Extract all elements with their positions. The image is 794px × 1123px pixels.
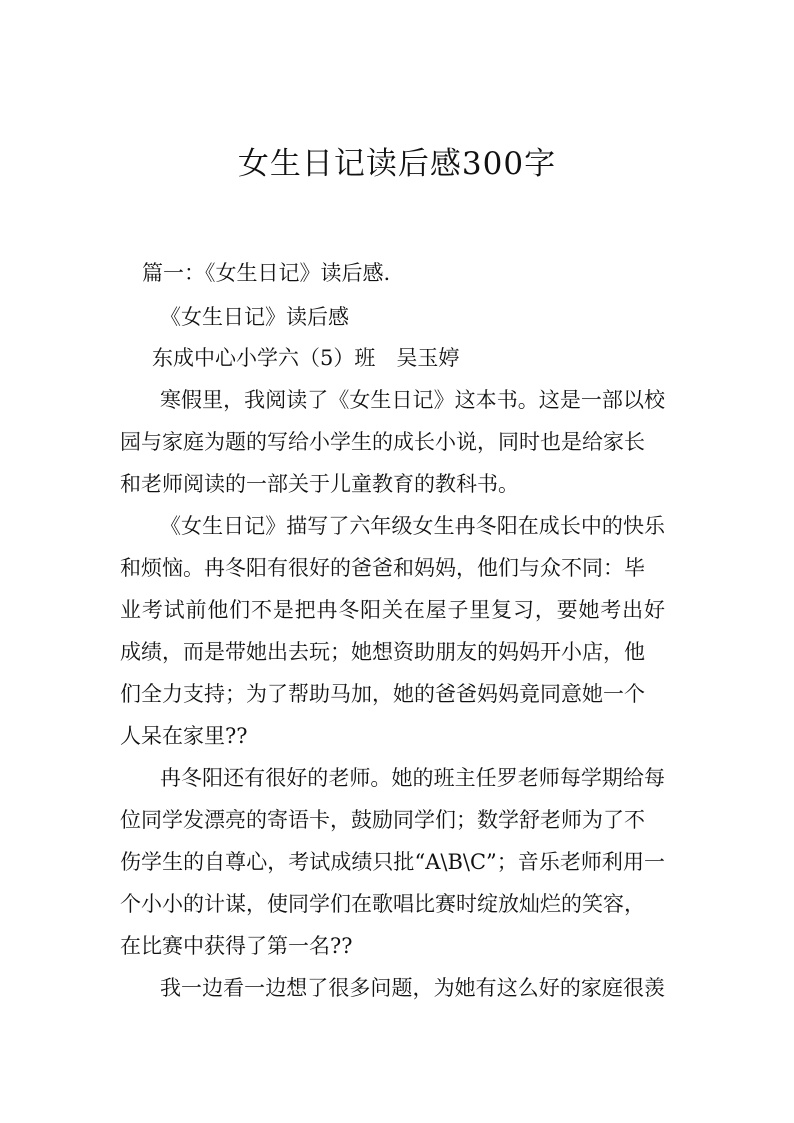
document-title: 女生日记读后感300字 xyxy=(237,146,557,182)
paragraph-line: 和老师阅读的一部关于儿童教育的教科书。 xyxy=(120,472,519,496)
paragraph-line: 位同学发漂亮的寄语卡，鼓励同学们；数学舒老师为了不 xyxy=(120,808,645,832)
paragraph-line: 伤学生的自尊心，考试成绩只批“A\B\C”；音乐老师利用一 xyxy=(120,850,665,874)
author-line: 东成中心小学六（5）班 吴玉婷 xyxy=(152,346,460,370)
paragraph-line: 冉冬阳还有很好的老师。她的班主任罗老师每学期给每 xyxy=(160,766,665,790)
paragraph-line: 园与家庭为题的写给小学生的成长小说，同时也是给家长 xyxy=(120,430,645,454)
paragraph-line: 和烦恼。冉冬阳有很好的爸爸和妈妈，他们与众不同：毕 xyxy=(120,556,645,580)
paragraph-line: 寒假里，我阅读了《女生日记》这本书。这是一部以校 xyxy=(160,388,665,412)
paragraph-line: 《女生日记》描写了六年级女生冉冬阳在成长中的快乐 xyxy=(160,514,665,538)
paragraph-line: 成绩，而是带她出去玩；她想资助朋友的妈妈开小店，他 xyxy=(120,640,645,664)
paragraph-line: 在比赛中获得了第一名?? xyxy=(120,934,353,958)
paragraph-line: 个小小的计谋，使同学们在歌唱比赛时绽放灿烂的笑容， xyxy=(120,892,645,916)
paragraph-line: 业考试前他们不是把冉冬阳关在屋子里复习，要她考出好 xyxy=(120,598,665,622)
article-title: 《女生日记》读后感 xyxy=(160,305,349,329)
paragraph-line: 人呆在家里?? xyxy=(120,724,248,748)
paragraph-line: 们全力支持；为了帮助马加，她的爸爸妈妈竟同意她一个 xyxy=(120,682,645,706)
section-heading: 篇一：《女生日记》读后感. xyxy=(142,261,391,285)
paragraph-line: 我一边看一边想了很多问题，为她有这么好的家庭很羡 xyxy=(160,976,665,1000)
